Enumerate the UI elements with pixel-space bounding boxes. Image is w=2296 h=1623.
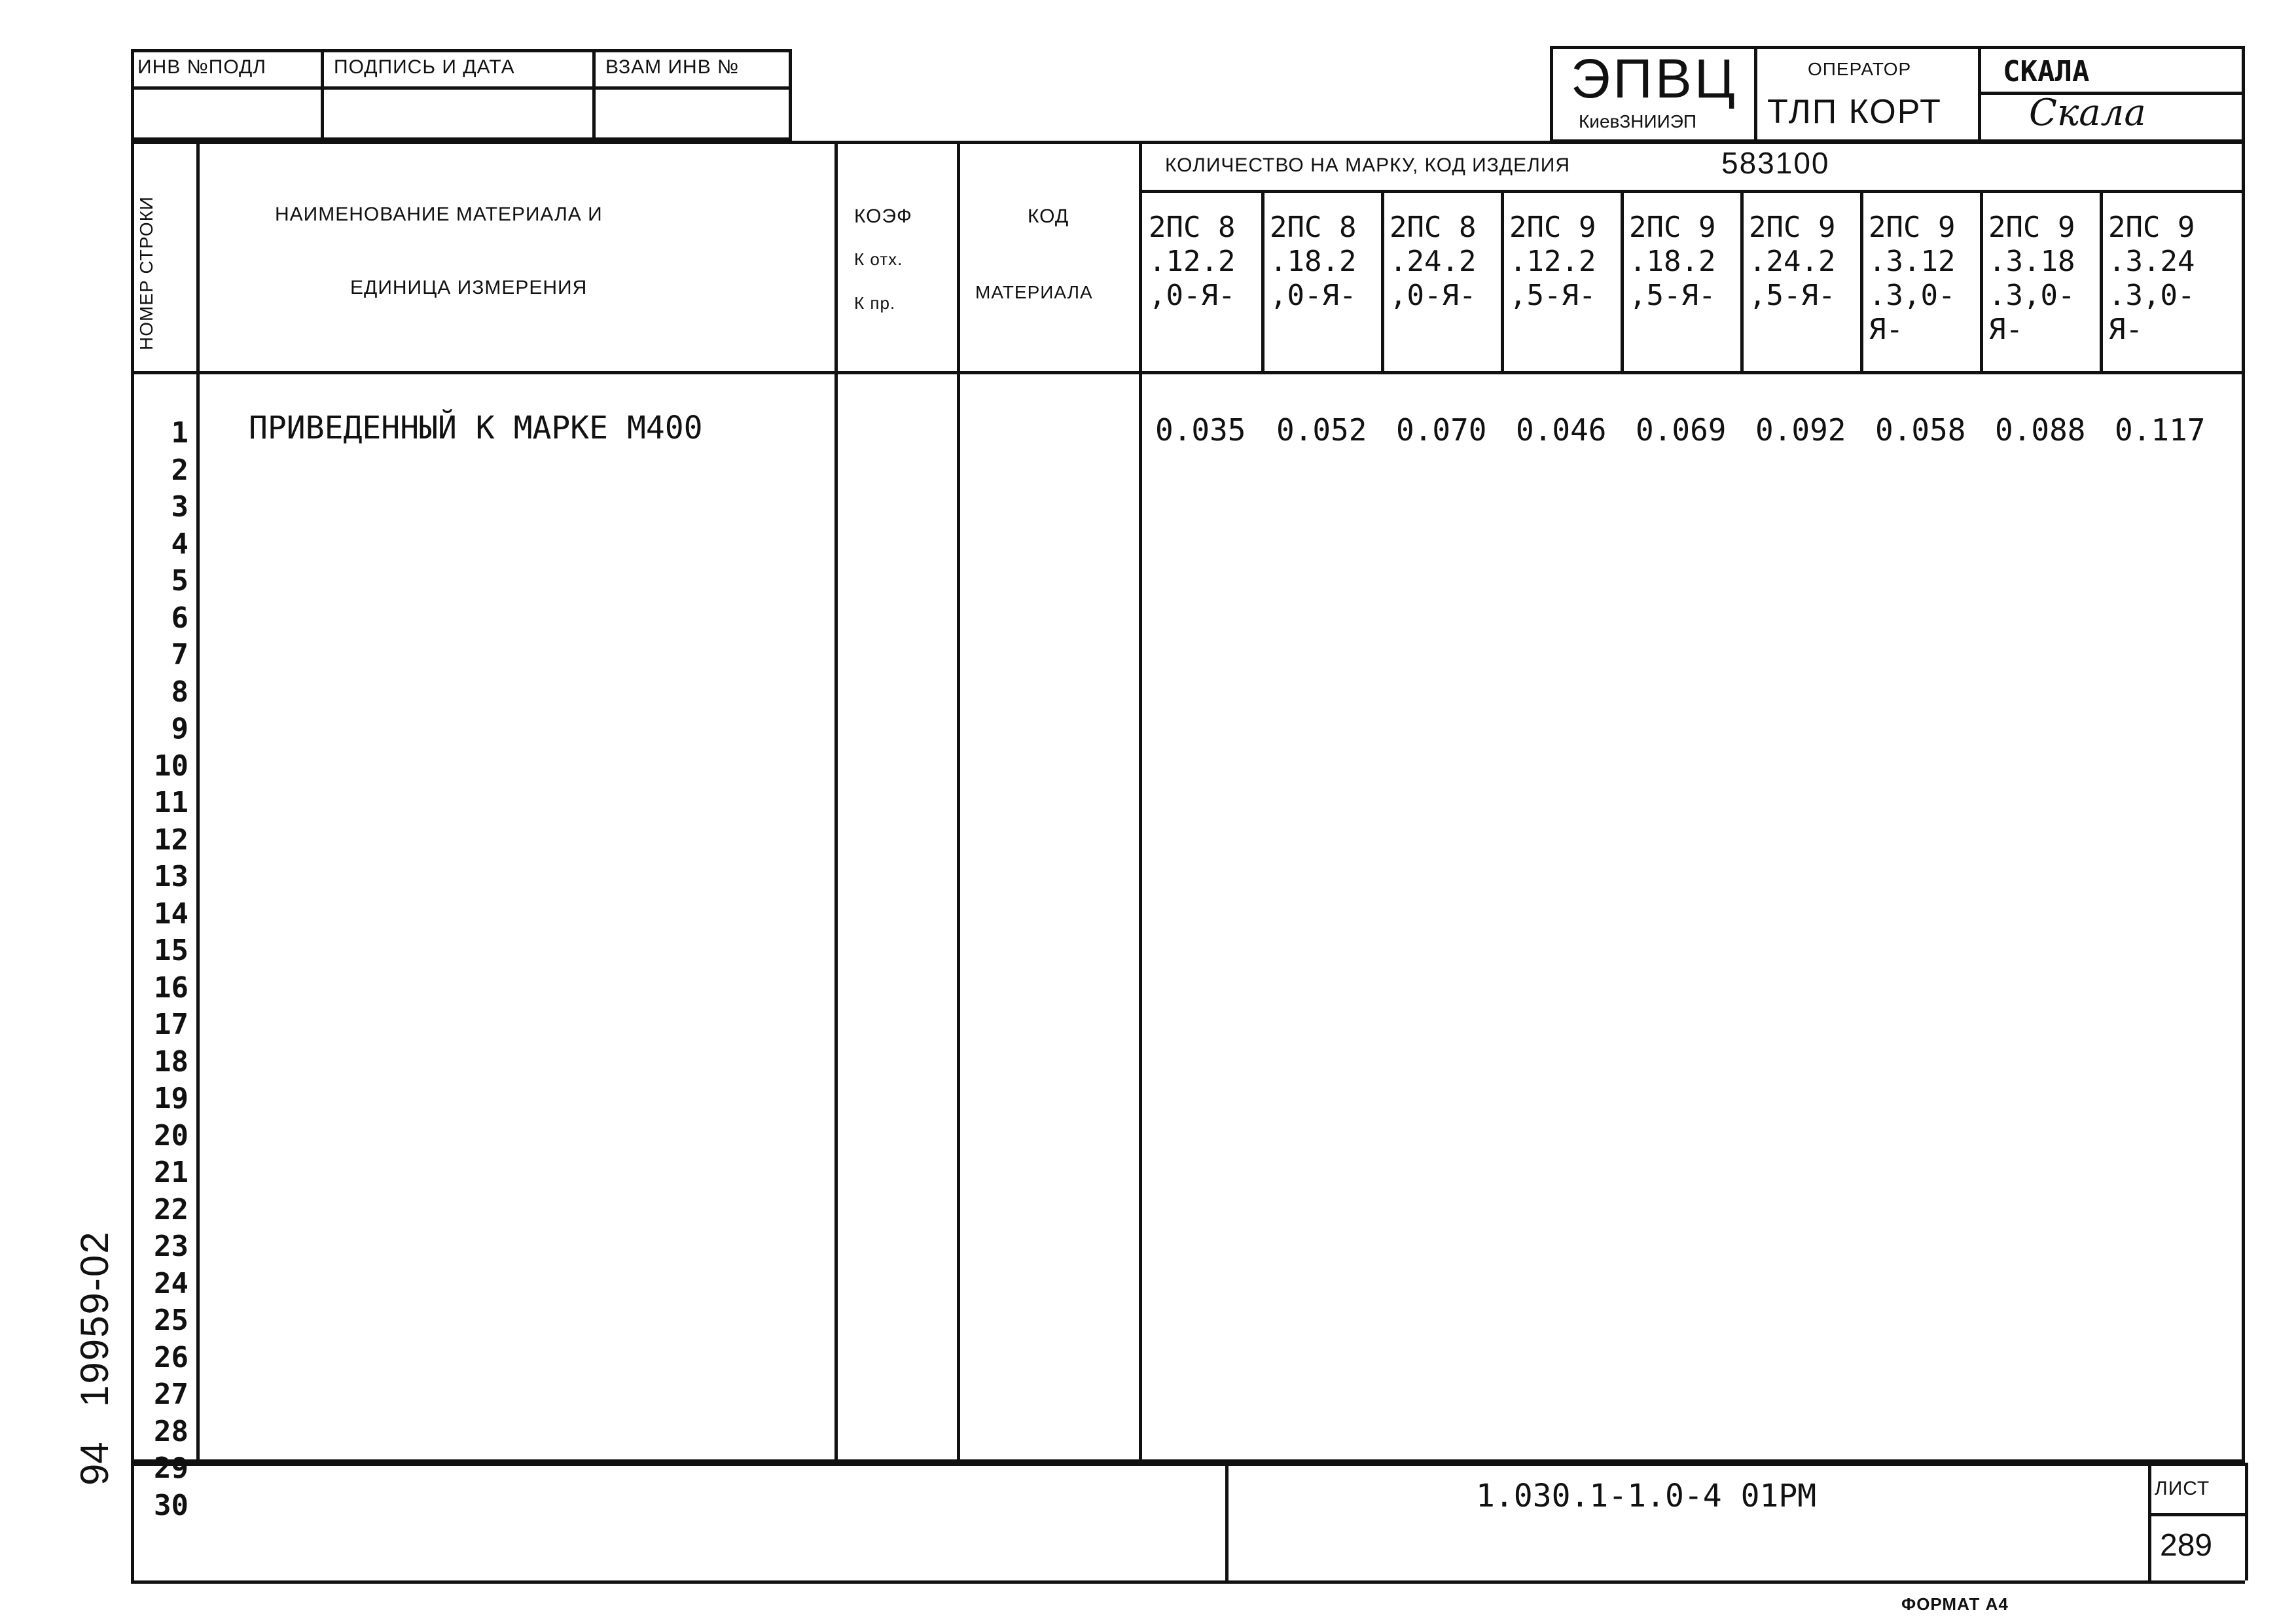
inv-podl-label: ИНВ №ПОДЛ [137, 56, 266, 78]
signature: Скала [2029, 92, 2146, 134]
side-document-number: 19959-02 [73, 1230, 117, 1407]
header-divider [131, 371, 2245, 374]
row-number: 5 [171, 564, 188, 597]
footer-divider [1225, 1463, 1229, 1580]
org-divider [1754, 46, 1757, 143]
column-header: 2ПС 8 .12.2 ,0-Я- [1149, 211, 1236, 312]
product-code: 583100 [1721, 146, 1830, 180]
row-number: 11 [154, 786, 188, 819]
header-name-line1: НАИМЕНОВАНИЕ МАТЕРИАЛА И [275, 204, 603, 225]
row1-value: 0.046 [1516, 412, 1607, 448]
column-divider [1860, 190, 1863, 371]
row-number: 8 [171, 675, 188, 709]
row-number: 9 [171, 712, 188, 745]
row-number: 16 [154, 971, 188, 1005]
column-header: 2ПС 9 .18.2 ,5-Я- [1629, 211, 1716, 312]
org-main-name: ЭПВЦ [1571, 48, 1738, 109]
row1-value: 0.058 [1875, 412, 1966, 448]
row-number: 26 [154, 1340, 188, 1374]
column-header: 2ПС 9 .12.2 ,5-Я- [1509, 211, 1596, 312]
row-number: 24 [154, 1266, 188, 1300]
sheet-number: 289 [2160, 1528, 2213, 1563]
column-header: 2ПС 9 .3.24 .3,0- Я- [2108, 211, 2195, 346]
column-divider [834, 141, 838, 1463]
row-number: 28 [154, 1414, 188, 1448]
column-header: 2ПС 9 .24.2 ,5-Я- [1749, 211, 1836, 312]
header-coef-line2: К отх. [854, 249, 903, 269]
column-divider [1139, 141, 1142, 1463]
row-number: 10 [154, 749, 188, 783]
operator-value: ТЛП КОРТ [1767, 93, 1942, 131]
podpis-data-label: ПОДПИСЬ И ДАТА [334, 56, 515, 78]
column-header: 2ПС 8 .24.2 ,0-Я- [1390, 211, 1477, 312]
column-divider [2100, 190, 2103, 371]
row-number: 21 [154, 1156, 188, 1189]
column-divider [957, 141, 960, 1463]
stamp-divider [131, 86, 792, 90]
row-number: 20 [154, 1118, 188, 1152]
column-header: 2ПС 9 .3.12 .3,0- Я- [1869, 211, 1956, 346]
column-divider [1621, 190, 1624, 371]
stamp-divider [592, 49, 596, 141]
row-number: 15 [154, 934, 188, 967]
row-number: 6 [171, 601, 188, 635]
footer-divider [2245, 1463, 2248, 1580]
footer-bottom-line [131, 1580, 2245, 1584]
footer-divider [131, 1463, 134, 1580]
row-number: 29 [154, 1452, 188, 1485]
org-sub-name: КиевЗНИИЭП [1579, 111, 1697, 132]
header-coef-line1: КОЭФ [854, 205, 912, 227]
header-code-line1: КОД [1028, 205, 1069, 227]
row-number: 18 [154, 1044, 188, 1079]
row-number: 4 [171, 527, 188, 561]
row-number: 27 [154, 1378, 188, 1411]
header-code-line2: МАТЕРИАЛА [975, 282, 1093, 302]
row-number: 14 [154, 897, 188, 931]
row-number: 2 [171, 453, 188, 487]
row1-value: 0.070 [1396, 412, 1487, 448]
format-label: ФОРМАТ А4 [1901, 1594, 2009, 1614]
skala-label: СКАЛА [2003, 55, 2090, 88]
row-number: 7 [171, 638, 188, 671]
column-divider [196, 141, 200, 1463]
row-number: 23 [154, 1230, 188, 1263]
row1-value: 0.092 [1755, 412, 1846, 448]
row-number: 30 [154, 1488, 188, 1522]
row-number: 25 [154, 1304, 188, 1337]
row-number: 12 [154, 823, 188, 857]
header-coef-line3: К пр. [854, 293, 896, 313]
header-quantity: КОЛИЧЕСТВО НА МАРКУ, КОД ИЗДЕЛИЯ [1165, 154, 1571, 176]
row-number: 22 [154, 1192, 188, 1226]
row-number: 19 [154, 1082, 188, 1115]
header-divider [1139, 190, 2245, 193]
footer-top-line [131, 1463, 2245, 1466]
row-number: 17 [154, 1008, 188, 1041]
stamp-divider [321, 49, 324, 141]
column-divider [1740, 190, 1744, 371]
column-divider [1261, 190, 1265, 371]
header-name-line2: ЕДИНИЦА ИЗМЕРЕНИЯ [350, 277, 588, 298]
row-number: 3 [171, 490, 188, 524]
row1-value: 0.035 [1155, 412, 1246, 448]
row1-value: 0.088 [1995, 412, 2086, 448]
row1-value: 0.052 [1276, 412, 1367, 448]
document-code: 1.030.1-1.0-4 01РМ [1476, 1478, 1817, 1514]
operator-label: ОПЕРАТОР [1808, 59, 1912, 79]
vzam-inv-label: ВЗАМ ИНВ № [605, 56, 740, 78]
column-divider [1980, 190, 1983, 371]
row-number: 13 [154, 860, 188, 893]
side-small-number: 94 [73, 1442, 117, 1486]
row-number: 1 [171, 416, 188, 450]
column-header: 2ПС 8 .18.2 ,0-Я- [1270, 211, 1357, 312]
header-row-number: НОМЕР СТРОКИ [136, 196, 156, 350]
row1-value: 0.069 [1636, 412, 1727, 448]
row1-value: 0.117 [2115, 412, 2206, 448]
column-divider [1501, 190, 1504, 371]
footer-divider [2148, 1513, 2245, 1516]
row1-name: ПРИВЕДЕННЫЙ К МАРКЕ М400 [249, 410, 703, 446]
column-header: 2ПС 9 .3.18 .3,0- Я- [1988, 211, 2075, 346]
column-divider [1381, 190, 1384, 371]
sheet-label: ЛИСТ [2155, 1478, 2210, 1499]
footer-divider [2148, 1463, 2151, 1580]
